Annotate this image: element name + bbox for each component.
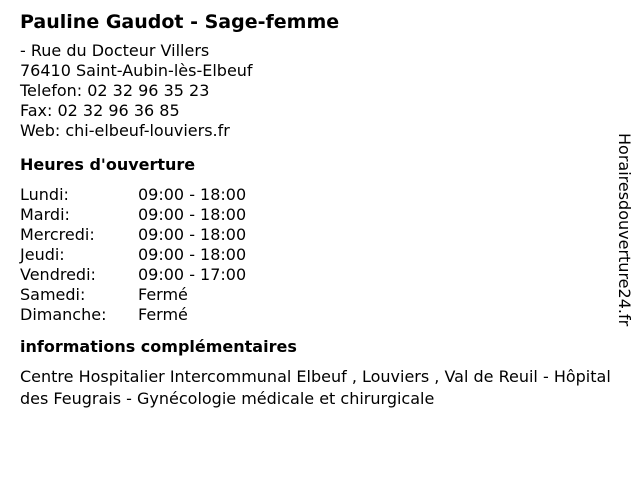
day-hours: 09:00 - 18:00 — [138, 185, 247, 204]
address-block — [20, 41, 612, 141]
address-city: 76410 Saint-Aubin-lès-Elbeuf — [20, 61, 253, 80]
listing-card — [20, 10, 612, 410]
website: Web: chi-elbeuf-louviers.fr — [20, 121, 230, 140]
day-hours: 09:00 - 18:00 — [138, 205, 247, 224]
day-label: Jeudi: — [20, 245, 65, 264]
page-title: Pauline Gaudot - Sage-femme — [20, 11, 340, 33]
day-hours: Fermé — [138, 305, 188, 324]
day-label: Mercredi: — [20, 225, 95, 244]
hours-row-friday — [20, 265, 612, 285]
hours-row-wednesday — [20, 225, 612, 245]
address-street: - Rue du Docteur Villers — [20, 41, 210, 60]
opening-hours-heading: Heures d'ouverture — [20, 155, 196, 174]
opening-hours-list — [20, 185, 612, 325]
day-hours: 09:00 - 18:00 — [138, 225, 247, 244]
additional-info-heading: informations complémentaires — [20, 337, 297, 356]
hours-row-sunday — [20, 305, 612, 325]
day-label: Vendredi: — [20, 265, 96, 284]
additional-info-text: Centre Hospitalier Intercommunal Elbeuf , Louviers , Val de Reuil - Hôpital des Feugrais - Gynécologie médicale et chirurgicale — [20, 367, 611, 408]
day-hours: Fermé — [138, 285, 188, 304]
hours-row-tuesday — [20, 205, 612, 225]
day-hours: 09:00 - 17:00 — [138, 265, 247, 284]
hours-row-thursday — [20, 245, 612, 265]
day-hours: 09:00 - 18:00 — [138, 245, 247, 264]
site-watermark: Horairesdouverture24.fr — [615, 133, 634, 327]
fax-number: Fax: 02 32 96 36 85 — [20, 101, 180, 120]
day-label: Lundi: — [20, 185, 69, 204]
day-label: Dimanche: — [20, 305, 107, 324]
day-label: Mardi: — [20, 205, 70, 224]
day-label: Samedi: — [20, 285, 86, 304]
hours-row-monday — [20, 185, 612, 205]
phone-number: Telefon: 02 32 96 35 23 — [20, 81, 210, 100]
hours-row-saturday — [20, 285, 612, 305]
